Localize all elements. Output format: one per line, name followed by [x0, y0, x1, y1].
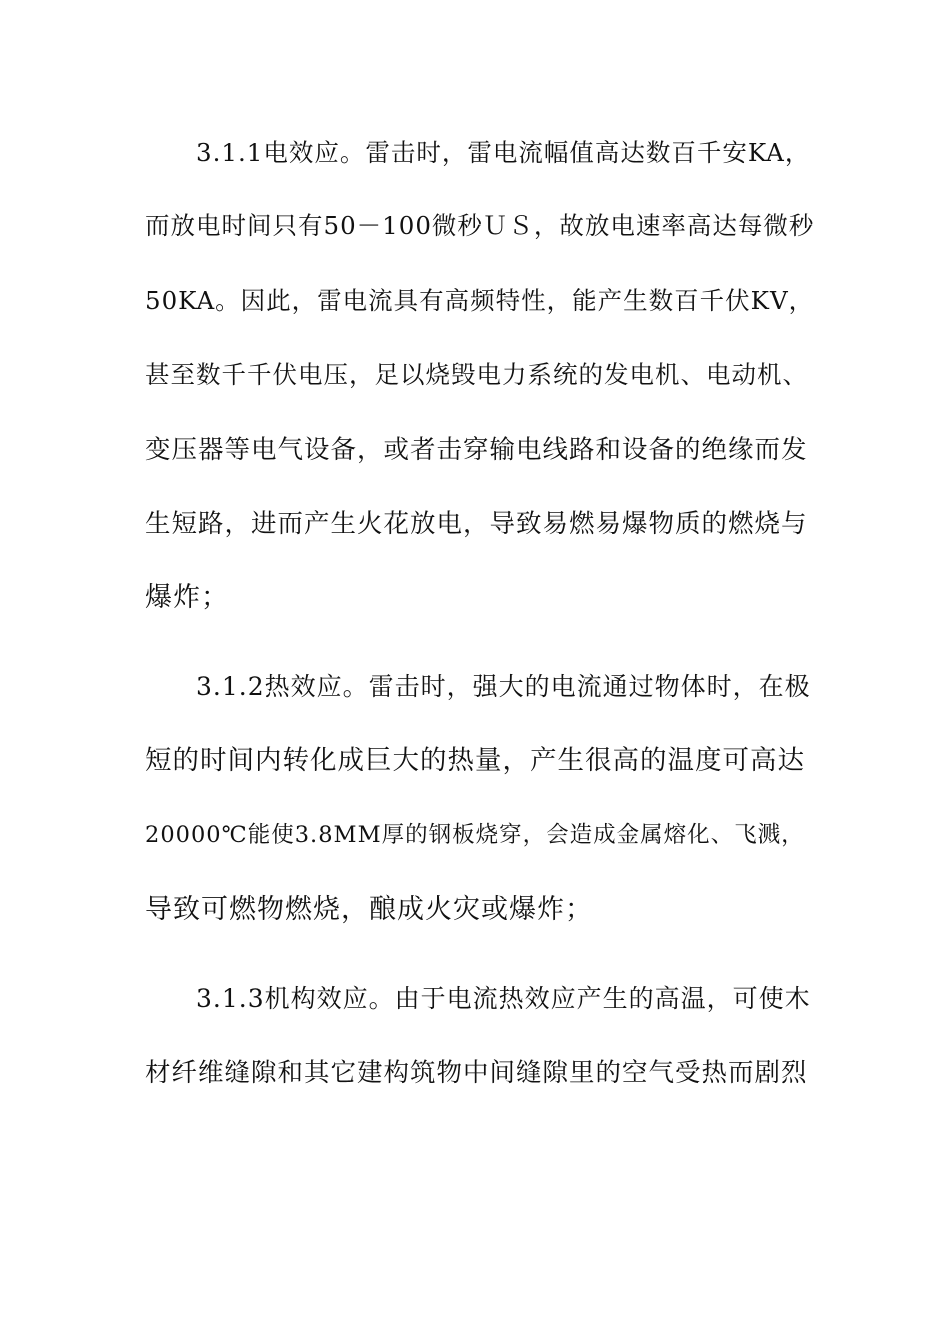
text-line: 3.1.1电效应。雷击时，雷电流幅值高达数百千安KA，	[196, 138, 811, 167]
text-line: 3.1.3机构效应。由于电流热效应产生的高温，可使木	[196, 984, 811, 1013]
text-line: 变压器等电气设备，或者击穿输电线路和设备的绝缘而发	[145, 435, 808, 465]
text-line: 甚至数千千伏电压，足以烧毁电力系统的发电机、电动机、	[145, 360, 808, 389]
text-line: 生短路，进而产生火花放电，导致易燃易爆物质的燃烧与	[145, 509, 808, 539]
text-line: 材纤维缝隙和其它建构筑物中间缝隙里的空气受热而剧烈	[145, 1058, 808, 1088]
text-line: 导致可燃物燃烧，酿成火灾或爆炸；	[145, 894, 593, 925]
text-line: 50KA。因此，雷电流具有高频特性，能产生数百千伏KV，	[145, 286, 815, 315]
text-line: 3.1.2热效应。雷击时，强大的电流通过物体时，在极	[196, 672, 811, 701]
text-line: 而放电时间只有50－100微秒ＵＳ，故放电速率高达每微秒	[145, 211, 815, 240]
text-line: 20000℃能使3.8MM厚的钢板烧穿，会造成金属熔化、飞溅，	[145, 822, 805, 848]
text-line: 爆炸；	[145, 582, 229, 613]
text-line: 短的时间内转化成巨大的热量，产生很高的温度可高达	[145, 745, 805, 776]
